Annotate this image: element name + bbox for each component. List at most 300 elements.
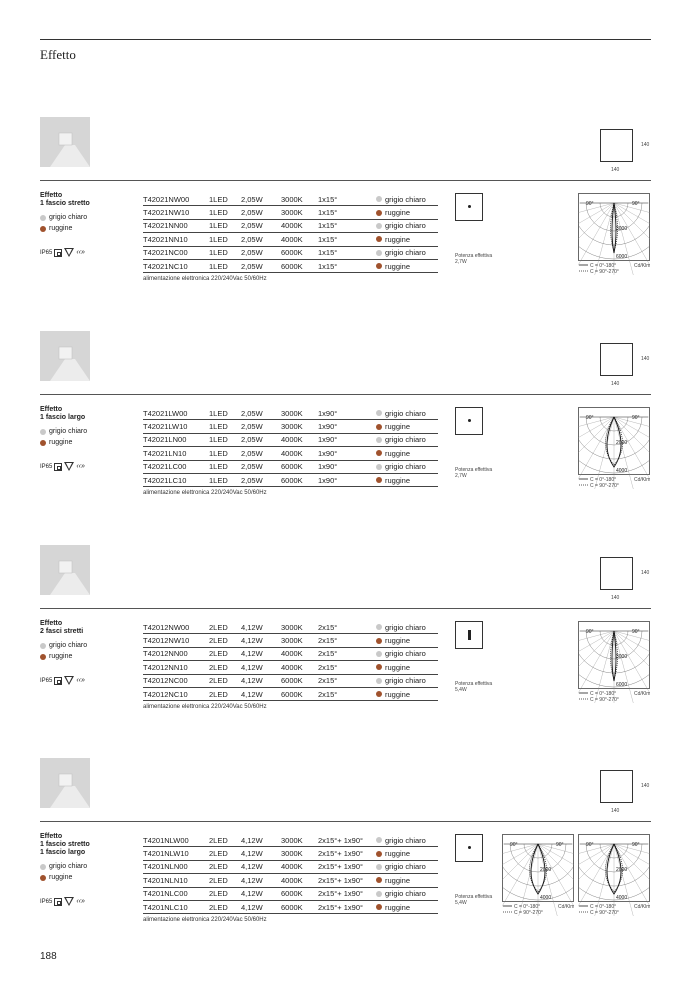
table-cell-beam: 2x15°+ 1x90° xyxy=(318,860,376,873)
product-section xyxy=(0,545,700,745)
section-rule xyxy=(40,180,651,181)
rust-swatch-icon xyxy=(40,440,46,446)
finish-text: grigio chiaro xyxy=(385,221,426,231)
table-cell-cct: 6000K xyxy=(281,460,318,473)
table-cell-power: 4,12W xyxy=(241,874,281,887)
finish-cell xyxy=(376,649,438,658)
table-cell-power: 4,12W xyxy=(241,887,281,900)
power-supply-note: alimentazione elettronica 220/240Vac 50/60Hz xyxy=(143,704,267,710)
power-supply-note: alimentazione elettronica 220/240Vac 50/60Hz xyxy=(143,276,267,282)
table-cell-beam: 1x15° xyxy=(318,233,376,246)
polar-diagram xyxy=(578,621,650,703)
table-cell-fin xyxy=(376,834,438,847)
finish-text: ruggine xyxy=(385,475,411,485)
table-cell-power: 4,12W xyxy=(241,860,281,873)
finish-cell xyxy=(376,889,438,898)
table-cell-fin xyxy=(376,674,438,687)
rust-swatch-icon xyxy=(376,450,382,456)
rust-swatch-icon xyxy=(376,424,382,430)
table-cell-cct: 4000K xyxy=(281,860,318,873)
table-cell-code: T42021NW00 xyxy=(143,193,209,206)
finish-label: ruggine xyxy=(49,439,73,446)
table-cell-beam: 1x15° xyxy=(318,193,376,206)
table-cell-code: T42012NC00 xyxy=(143,674,209,687)
grey-swatch-icon xyxy=(376,864,382,870)
polar-diagram xyxy=(502,834,574,916)
table-row xyxy=(143,473,438,486)
dot-icon xyxy=(468,846,471,849)
f-mark-icon xyxy=(64,248,74,257)
table-cell-led: 1LED xyxy=(209,433,241,446)
table-cell-code: T42012NC10 xyxy=(143,687,209,700)
table-row xyxy=(143,246,438,259)
table-row xyxy=(143,621,438,634)
table-cell-cct: 3000K xyxy=(281,634,318,647)
finish-cell xyxy=(376,422,438,431)
potenza-caption: Potenza effettiva xyxy=(455,467,493,473)
dimension-height-label: 140 xyxy=(641,142,650,148)
finish-label: grigio chiaro xyxy=(49,428,88,435)
rust-swatch-icon xyxy=(376,904,382,910)
grey-swatch-icon xyxy=(376,464,382,470)
table-cell-led: 1LED xyxy=(209,193,241,206)
polar-ring-label: 4000 xyxy=(616,468,628,474)
product-name: Effetto 1 fascio largo xyxy=(40,406,86,421)
finish-cell xyxy=(376,208,438,217)
table-cell-fin xyxy=(376,447,438,460)
dimension-width-label: 140 xyxy=(611,381,620,387)
top-rule xyxy=(40,39,651,40)
table-cell-code: T42012NW00 xyxy=(143,621,209,634)
table-cell-led: 2LED xyxy=(209,887,241,900)
finish-text: ruggine xyxy=(385,662,411,672)
polar-ring-label: 3000 xyxy=(616,226,628,232)
rust-swatch-icon xyxy=(40,654,46,660)
table-cell-power: 4,12W xyxy=(241,900,281,913)
ce-mark-icon: ‹‹» xyxy=(76,249,85,256)
certifications xyxy=(40,676,85,685)
table-cell-power: 2,05W xyxy=(241,206,281,219)
double-insulation-icon xyxy=(54,249,62,257)
certifications xyxy=(40,897,85,906)
section-rule xyxy=(40,821,651,822)
product-section xyxy=(0,758,700,958)
table-cell-code: T42012NN00 xyxy=(143,647,209,660)
rust-swatch-icon xyxy=(40,875,46,881)
product-name: Effetto 2 fasci stretti xyxy=(40,620,84,635)
table-cell-cct: 3000K xyxy=(281,206,318,219)
finish-cell xyxy=(376,903,438,912)
potenza-value: 5,4W xyxy=(455,900,467,906)
cd-unit: Cd/Klm xyxy=(634,904,650,910)
table-cell-led: 1LED xyxy=(209,460,241,473)
polar-ring-label: 4000 xyxy=(616,895,628,901)
table-cell-fin xyxy=(376,473,438,486)
finish-cell xyxy=(376,636,438,645)
table-cell-cct: 6000K xyxy=(281,259,318,272)
finish-option xyxy=(40,428,87,435)
dimension-height-label: 140 xyxy=(641,356,650,362)
table-row xyxy=(143,259,438,272)
power-supply-note: alimentazione elettronica 220/240Vac 50/60Hz xyxy=(143,917,267,923)
potenza-caption: Potenza effettiva xyxy=(455,894,493,900)
grey-swatch-icon xyxy=(376,837,382,843)
table-cell-code: T42021LW00 xyxy=(143,407,209,420)
table-cell-cct: 4000K xyxy=(281,447,318,460)
table-cell-beam: 2x15° xyxy=(318,687,376,700)
ip-rating: IP65 xyxy=(40,463,53,470)
polar-angle-label: 90° xyxy=(556,842,564,848)
table-cell-beam: 2x15°+ 1x90° xyxy=(318,900,376,913)
grey-swatch-icon xyxy=(40,643,46,649)
rust-swatch-icon xyxy=(376,236,382,242)
table-cell-led: 2LED xyxy=(209,900,241,913)
table-row xyxy=(143,647,438,660)
table-cell-cct: 6000K xyxy=(281,674,318,687)
polar-angle-label: 90° xyxy=(586,415,594,421)
polar-angle-label: 90° xyxy=(632,842,640,848)
rust-swatch-icon xyxy=(376,851,382,857)
table-cell-led: 1LED xyxy=(209,420,241,433)
page-number: 188 xyxy=(40,951,57,962)
table-cell-power: 2,05W xyxy=(241,420,281,433)
polar-diagram xyxy=(578,193,650,275)
polar-angle-label: 90° xyxy=(632,415,640,421)
grey-swatch-icon xyxy=(376,678,382,684)
table-cell-fin xyxy=(376,621,438,634)
finish-option xyxy=(40,214,87,221)
polar-ring-label: 2000 xyxy=(616,867,628,873)
table-row xyxy=(143,433,438,446)
bar-icon xyxy=(468,630,471,640)
finish-cell xyxy=(376,862,438,871)
legend-c0: C = 0°-180° xyxy=(590,691,617,697)
table-cell-beam: 2x15° xyxy=(318,634,376,647)
finish-option xyxy=(40,874,72,881)
table-row xyxy=(143,634,438,647)
finish-text: grigio chiaro xyxy=(385,862,426,872)
finish-text: grigio chiaro xyxy=(385,408,426,418)
finish-text: grigio chiaro xyxy=(385,194,426,204)
finish-text: ruggine xyxy=(385,875,411,885)
grey-swatch-icon xyxy=(376,624,382,630)
finish-text: ruggine xyxy=(385,448,411,458)
table-cell-power: 4,12W xyxy=(241,687,281,700)
table-cell-beam: 1x15° xyxy=(318,219,376,232)
table-cell-code: T42021LC00 xyxy=(143,460,209,473)
table-row xyxy=(143,900,438,913)
double-insulation-icon xyxy=(54,463,62,471)
finish-text: grigio chiaro xyxy=(385,649,426,659)
potenza-label xyxy=(455,681,515,693)
finish-text: ruggine xyxy=(385,849,411,859)
table-cell-led: 2LED xyxy=(209,621,241,634)
dimension-width-label: 140 xyxy=(611,595,620,601)
table-cell-beam: 1x90° xyxy=(318,460,376,473)
table-cell-beam: 2x15°+ 1x90° xyxy=(318,847,376,860)
table-cell-beam: 2x15°+ 1x90° xyxy=(318,834,376,847)
legend-c90: C = 90°-270° xyxy=(590,483,619,489)
finish-cell xyxy=(376,663,438,672)
table-cell-code: T42021NN00 xyxy=(143,219,209,232)
finish-text: ruggine xyxy=(385,902,411,912)
table-cell-beam: 1x90° xyxy=(318,433,376,446)
table-cell-code: T42012NW10 xyxy=(143,634,209,647)
dimension-width-label: 140 xyxy=(611,808,620,814)
table-cell-beam: 2x15°+ 1x90° xyxy=(318,887,376,900)
polar-angle-label: 90° xyxy=(632,201,640,207)
polar-diagram xyxy=(578,407,650,489)
finish-cell xyxy=(376,462,438,471)
table-cell-cct: 3000K xyxy=(281,847,318,860)
table-cell-beam: 2x15° xyxy=(318,674,376,687)
table-cell-cct: 6000K xyxy=(281,473,318,486)
product-photo xyxy=(40,331,90,381)
table-cell-power: 4,12W xyxy=(241,647,281,660)
table-cell-fin xyxy=(376,874,438,887)
finish-cell xyxy=(376,195,438,204)
table-cell-power: 2,05W xyxy=(241,233,281,246)
finish-cell xyxy=(376,876,438,885)
finish-cell xyxy=(376,449,438,458)
f-mark-icon xyxy=(64,676,74,685)
product-photo-drawing xyxy=(40,758,90,808)
double-insulation-icon xyxy=(54,898,62,906)
table-cell-power: 4,12W xyxy=(241,674,281,687)
table-cell-fin xyxy=(376,647,438,660)
table-cell-beam: 1x90° xyxy=(318,473,376,486)
dimension-drawing xyxy=(600,129,633,162)
spec-table xyxy=(143,621,438,701)
table-cell-power: 2,05W xyxy=(241,219,281,232)
ip-rating: IP65 xyxy=(40,677,53,684)
finish-option xyxy=(40,642,87,649)
table-cell-code: T4201NLN10 xyxy=(143,874,209,887)
spec-table xyxy=(143,193,438,273)
double-insulation-icon xyxy=(54,677,62,685)
dot-icon xyxy=(468,419,471,422)
finish-text: ruggine xyxy=(385,208,411,218)
polar-angle-label: 90° xyxy=(510,842,518,848)
polar-angle-label: 90° xyxy=(586,629,594,635)
table-cell-led: 2LED xyxy=(209,834,241,847)
legend-c90: C = 90°-270° xyxy=(590,697,619,703)
table-cell-led: 2LED xyxy=(209,874,241,887)
rust-swatch-icon xyxy=(376,477,382,483)
table-cell-led: 2LED xyxy=(209,860,241,873)
finish-label: grigio chiaro xyxy=(49,214,88,221)
finish-label: ruggine xyxy=(49,225,73,232)
polar-diagram xyxy=(578,834,650,916)
product-photo xyxy=(40,117,90,167)
table-cell-cct: 4000K xyxy=(281,219,318,232)
table-cell-fin xyxy=(376,847,438,860)
rust-swatch-icon xyxy=(40,226,46,232)
table-cell-led: 1LED xyxy=(209,259,241,272)
table-cell-code: T42021LN00 xyxy=(143,433,209,446)
grey-swatch-icon xyxy=(376,250,382,256)
table-cell-cct: 4000K xyxy=(281,661,318,674)
grey-swatch-icon xyxy=(40,429,46,435)
product-section xyxy=(0,331,700,531)
rust-swatch-icon xyxy=(376,263,382,269)
rust-swatch-icon xyxy=(376,210,382,216)
cd-unit: Cd/Klm xyxy=(558,904,574,910)
table-row xyxy=(143,447,438,460)
rust-swatch-icon xyxy=(376,691,382,697)
table-cell-code: T42021LW10 xyxy=(143,420,209,433)
finish-option xyxy=(40,653,72,660)
table-cell-cct: 6000K xyxy=(281,246,318,259)
table-cell-led: 2LED xyxy=(209,674,241,687)
potenza-value: 2,7W xyxy=(455,473,467,479)
finish-cell xyxy=(376,262,438,271)
table-row xyxy=(143,687,438,700)
table-row xyxy=(143,193,438,206)
table-cell-cct: 3000K xyxy=(281,407,318,420)
table-row xyxy=(143,661,438,674)
table-cell-fin xyxy=(376,219,438,232)
table-cell-cct: 4000K xyxy=(281,433,318,446)
table-cell-fin xyxy=(376,860,438,873)
table-cell-led: 1LED xyxy=(209,246,241,259)
legend-c90: C = 90°-270° xyxy=(590,269,619,275)
table-row xyxy=(143,834,438,847)
table-cell-fin xyxy=(376,634,438,647)
legend-c0: C = 0°-180° xyxy=(590,904,617,910)
table-cell-fin xyxy=(376,661,438,674)
ip-rating: IP65 xyxy=(40,249,53,256)
table-cell-fin xyxy=(376,193,438,206)
table-cell-led: 1LED xyxy=(209,407,241,420)
table-cell-led: 2LED xyxy=(209,634,241,647)
section-rule xyxy=(40,394,651,395)
finish-cell xyxy=(376,849,438,858)
table-cell-cct: 4000K xyxy=(281,233,318,246)
finish-cell xyxy=(376,676,438,685)
polar-ring-label: 2000 xyxy=(540,867,552,873)
potenza-caption: Potenza effettiva xyxy=(455,253,493,259)
polar-ring-label: 2000 xyxy=(616,440,628,446)
table-row xyxy=(143,674,438,687)
table-cell-power: 4,12W xyxy=(241,634,281,647)
table-row xyxy=(143,206,438,219)
table-cell-power: 2,05W xyxy=(241,433,281,446)
legend-c0: C = 0°-180° xyxy=(590,263,617,269)
polar-ring-label: 4000 xyxy=(540,895,552,901)
cd-unit: Cd/Klm xyxy=(634,477,650,483)
polar-ring-label: 3000 xyxy=(616,654,628,660)
dimension-height-label: 140 xyxy=(641,570,650,576)
legend-c90: C = 90°-270° xyxy=(590,910,619,916)
finish-text: grigio chiaro xyxy=(385,435,426,445)
dimension-width-label: 140 xyxy=(611,167,620,173)
finish-text: ruggine xyxy=(385,636,411,646)
potenza-caption: Potenza effettiva xyxy=(455,681,493,687)
finish-cell xyxy=(376,435,438,444)
finish-cell xyxy=(376,690,438,699)
product-section xyxy=(0,117,700,317)
ce-mark-icon: ‹‹» xyxy=(76,463,85,470)
ce-mark-icon: ‹‹» xyxy=(76,677,85,684)
grey-swatch-icon xyxy=(376,410,382,416)
table-cell-power: 4,12W xyxy=(241,847,281,860)
table-cell-power: 2,05W xyxy=(241,246,281,259)
table-cell-fin xyxy=(376,460,438,473)
product-name: Effetto 1 fascio stretto 1 fascio largo xyxy=(40,833,90,856)
polar-ring-label: 6000 xyxy=(616,682,628,688)
grey-swatch-icon xyxy=(376,651,382,657)
emission-diagram xyxy=(455,193,483,221)
legend-c0: C = 0°-180° xyxy=(514,904,541,910)
dot-icon xyxy=(468,205,471,208)
table-cell-fin xyxy=(376,433,438,446)
polar-angle-label: 90° xyxy=(632,629,640,635)
power-supply-note: alimentazione elettronica 220/240Vac 50/60Hz xyxy=(143,490,267,496)
table-cell-power: 2,05W xyxy=(241,473,281,486)
table-cell-code: T4201NLW10 xyxy=(143,847,209,860)
finish-cell xyxy=(376,409,438,418)
finish-option xyxy=(40,225,72,232)
table-cell-code: T42012NN10 xyxy=(143,661,209,674)
table-cell-beam: 1x90° xyxy=(318,420,376,433)
table-cell-cct: 6000K xyxy=(281,900,318,913)
table-cell-power: 4,12W xyxy=(241,661,281,674)
spec-table xyxy=(143,407,438,487)
table-cell-cct: 6000K xyxy=(281,887,318,900)
section-rule xyxy=(40,608,651,609)
finish-text: ruggine xyxy=(385,689,411,699)
potenza-label xyxy=(455,253,515,265)
table-cell-led: 2LED xyxy=(209,661,241,674)
product-photo-drawing xyxy=(40,331,90,381)
table-row xyxy=(143,407,438,420)
finish-text: ruggine xyxy=(385,422,411,432)
certifications xyxy=(40,462,85,471)
finish-text: grigio chiaro xyxy=(385,622,426,632)
table-cell-fin xyxy=(376,246,438,259)
dimension-drawing xyxy=(600,557,633,590)
finish-text: grigio chiaro xyxy=(385,835,426,845)
rust-swatch-icon xyxy=(376,877,382,883)
table-cell-fin xyxy=(376,259,438,272)
table-cell-beam: 2x15° xyxy=(318,647,376,660)
table-cell-led: 2LED xyxy=(209,687,241,700)
table-cell-code: T42021NN10 xyxy=(143,233,209,246)
table-cell-cct: 4000K xyxy=(281,647,318,660)
table-cell-led: 1LED xyxy=(209,473,241,486)
table-cell-beam: 1x15° xyxy=(318,259,376,272)
table-cell-fin xyxy=(376,407,438,420)
finish-cell xyxy=(376,248,438,257)
finish-option xyxy=(40,863,87,870)
table-cell-led: 1LED xyxy=(209,219,241,232)
table-row xyxy=(143,887,438,900)
table-cell-fin xyxy=(376,206,438,219)
table-row xyxy=(143,219,438,232)
finish-label: ruggine xyxy=(49,653,73,660)
f-mark-icon xyxy=(64,897,74,906)
product-photo-drawing xyxy=(40,117,90,167)
cd-unit: Cd/Klm xyxy=(634,263,650,269)
table-cell-fin xyxy=(376,233,438,246)
table-cell-fin xyxy=(376,420,438,433)
dimension-height-label: 140 xyxy=(641,783,650,789)
table-cell-fin xyxy=(376,900,438,913)
potenza-value: 2,7W xyxy=(455,259,467,265)
legend-c0: C = 0°-180° xyxy=(590,477,617,483)
cd-unit: Cd/Klm xyxy=(634,691,650,697)
